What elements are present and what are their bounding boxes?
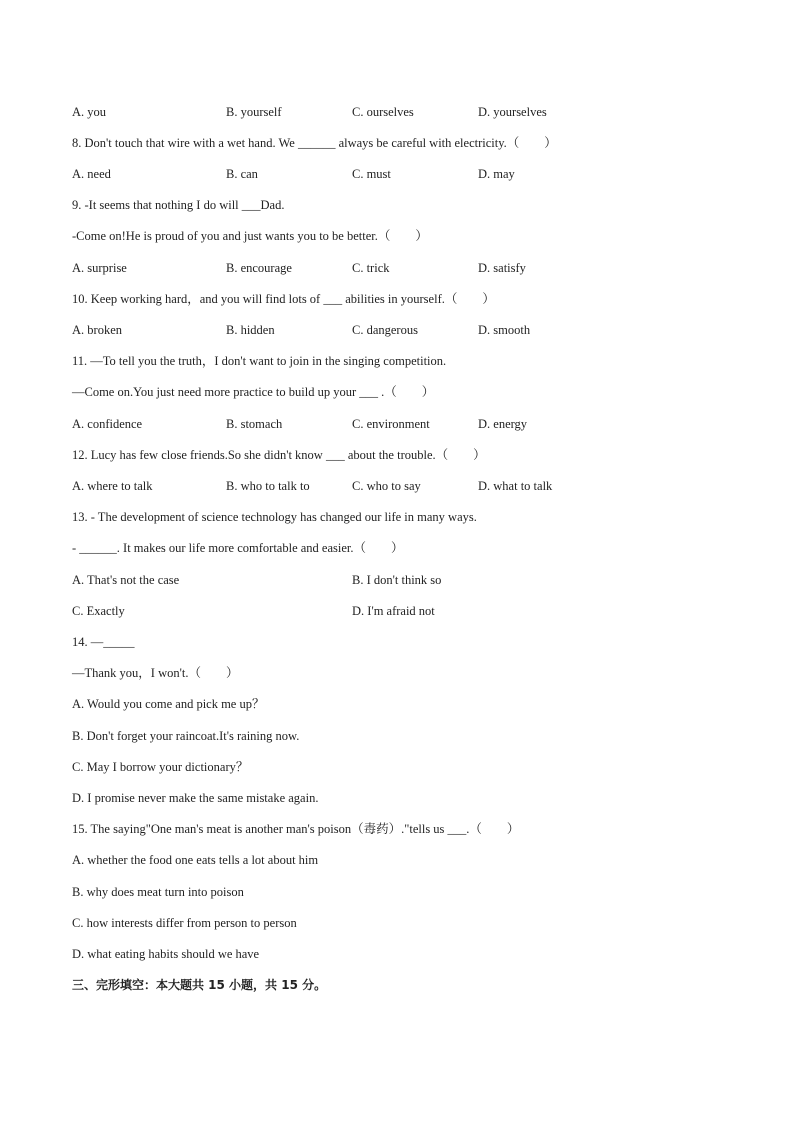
q9-option-d: D. satisfy: [478, 261, 526, 275]
q12-option-c: C. who to say: [352, 479, 421, 493]
q8-option-c: C. must: [352, 167, 391, 181]
q14-option-d: D. I promise never make the same mistake again.: [72, 791, 319, 805]
q11-option-a: A. confidence: [72, 417, 143, 431]
q9-option-b: B. encourage: [226, 261, 292, 275]
q11-option-c: C. environment: [352, 417, 430, 431]
q13-stem-1: 13. - The development of science technology has changed our life in many ways.: [72, 510, 477, 524]
q9-stem-1: 9. -It seems that nothing I do will ___Dad.: [72, 198, 285, 212]
q7-option-c: C. ourselves: [352, 105, 414, 119]
q9-option-c: C. trick: [352, 261, 390, 275]
q10-stem: 10. Keep working hard，and you will find lots of ___ abilities in yourself.（ ）: [72, 292, 495, 306]
q8-option-d: D. may: [478, 167, 515, 181]
q13-option-c: C. Exactly: [72, 604, 125, 618]
q11-option-b: B. stomach: [226, 417, 283, 431]
q13-option-d: D. I'm afraid not: [352, 604, 435, 618]
q13-option-b: B. I don't think so: [352, 573, 442, 587]
q7-option-b: B. yourself: [226, 105, 282, 119]
q14-stem-1: 14. —_____: [72, 635, 135, 649]
q11-stem-2: —Come on.You just need more practice to build up your ___ .（ ）: [72, 385, 435, 399]
q10-option-b: B. hidden: [226, 323, 275, 337]
q12-option-a: A. where to talk: [72, 479, 153, 493]
q15-option-b: B. why does meat turn into poison: [72, 885, 244, 899]
q9-stem-2: -Come on!He is proud of you and just wants you to be better.（ ）: [72, 229, 428, 243]
q10-option-d: D. smooth: [478, 323, 531, 337]
q15-option-a: A. whether the food one eats tells a lot about him: [72, 853, 319, 867]
q15-stem: 15. The saying"One man's meat is another man's poison（毒药）."tells us ___.（ ）: [72, 822, 520, 836]
q8-option-b: B. can: [226, 167, 258, 181]
q11-stem-1: 11. —To tell you the truth，I don't want to join in the singing competition.: [72, 354, 447, 368]
q14-option-a: A. Would you come and pick me up？: [72, 697, 265, 711]
section-3-heading: 三、完形填空：本大题共 15 小题，共 15 分。: [72, 978, 327, 992]
q14-stem-2: —Thank you，I won't.（ ）: [72, 666, 239, 680]
q10-option-c: C. dangerous: [352, 323, 418, 337]
q13-option-a: A. That's not the case: [72, 573, 180, 587]
q9-option-a: A. surprise: [72, 261, 127, 275]
q8-option-a: A. need: [72, 167, 111, 181]
q13-stem-2: - ______. It makes our life more comfortable and easier.（ ）: [72, 541, 404, 555]
q14-option-c: C. May I borrow your dictionary？: [72, 760, 249, 774]
q12-option-d: D. what to talk: [478, 479, 553, 493]
q15-option-c: C. how interests differ from person to person: [72, 916, 297, 930]
q10-option-a: A. broken: [72, 323, 122, 337]
q7-option-d: D. yourselves: [478, 105, 547, 119]
q15-option-d: D. what eating habits should we have: [72, 947, 260, 961]
q11-option-d: D. energy: [478, 417, 528, 431]
q7-option-a: A. you: [72, 105, 107, 119]
q12-option-b: B. who to talk to: [226, 479, 310, 493]
q8-stem: 8. Don't touch that wire with a wet hand. We ______ always be careful with electricity.（ ）: [72, 136, 557, 150]
q14-option-b: B. Don't forget your raincoat.It's raining now.: [72, 729, 300, 743]
q12-stem: 12. Lucy has few close friends.So she didn't know ___ about the trouble.（ ）: [72, 448, 486, 462]
